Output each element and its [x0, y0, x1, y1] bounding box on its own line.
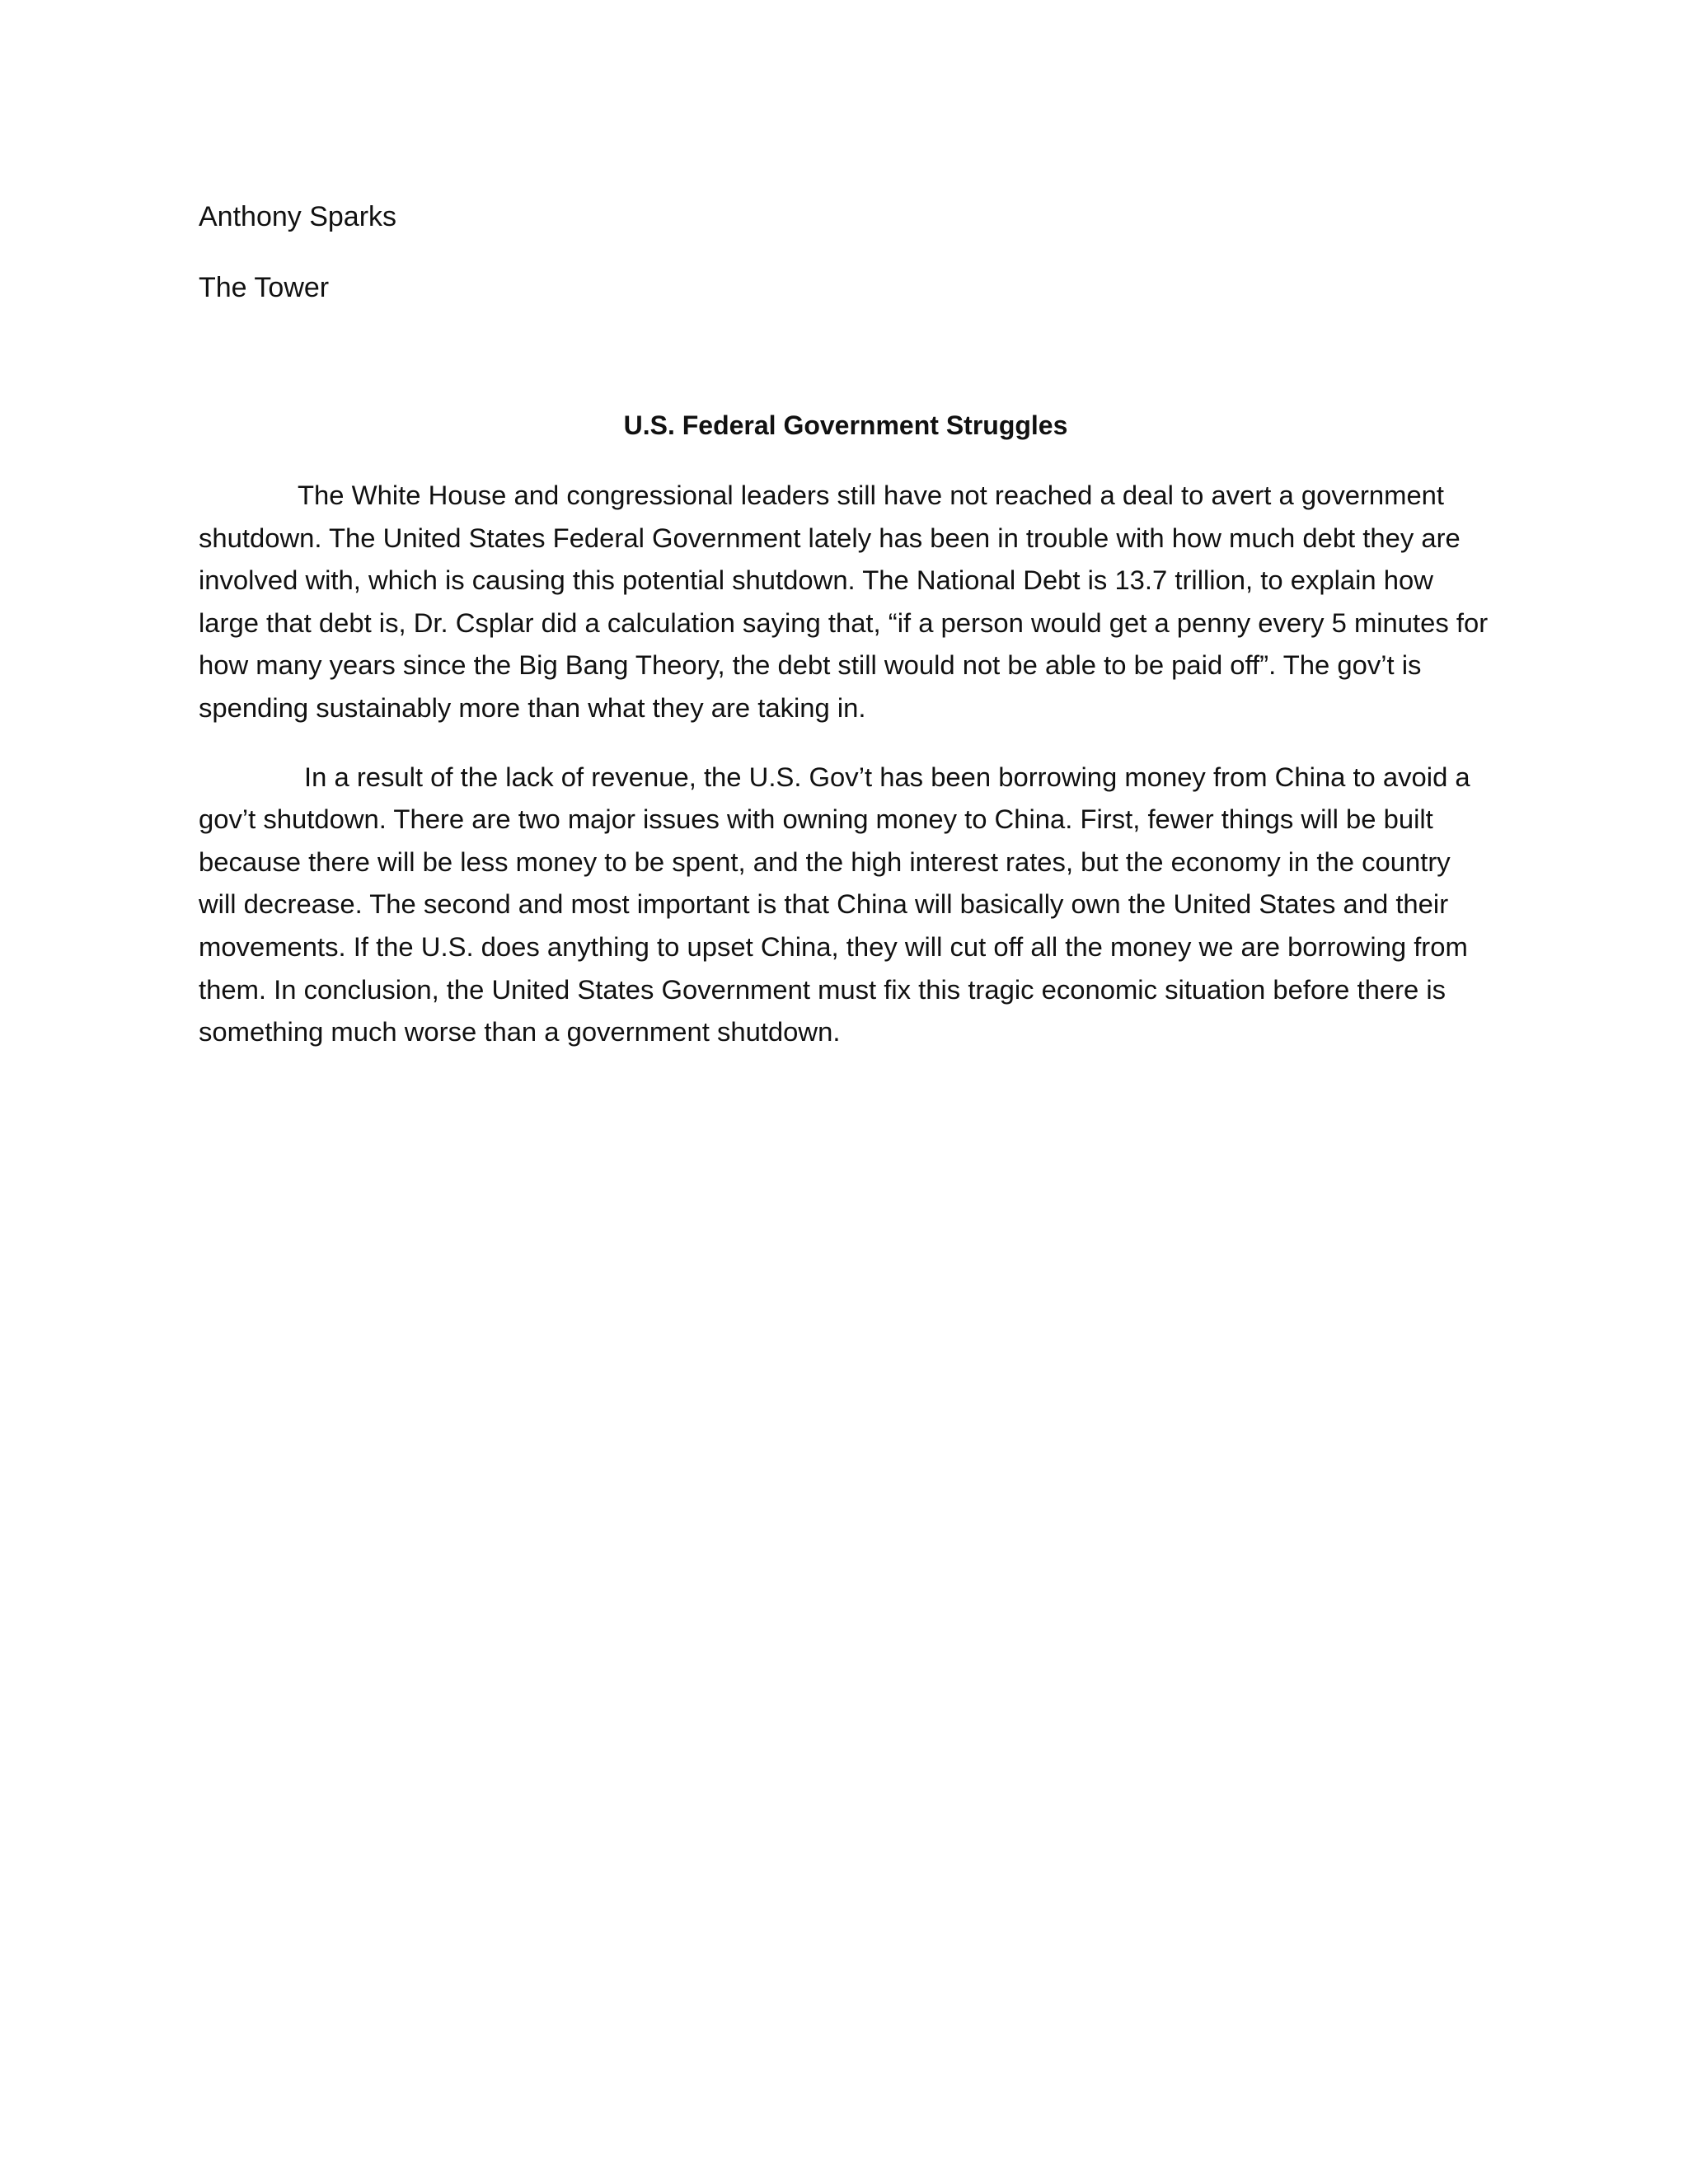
- body-paragraph-1: The White House and congressional leaders still have not reached a deal to avert a government shutdown. The United States Federal Government lately has been in trouble with how much debt they are involved with, which is causing this potential shutdown. The National Debt is 13.7 trillion, to explain how large that debt is, Dr. Csplar did a calculation saying that, “if a person would get a penny every 5 minutes for how many years since the Big Bang Theory, the debt still would not be able to be paid off”. The gov’t is spending sustainably more than what they are taking in.: [199, 480, 1489, 723]
- document-content: [199, 196, 1493, 1053]
- publication-name: The Tower: [199, 272, 330, 303]
- article-title: U.S. Federal Government Struggles: [623, 410, 1068, 440]
- author-name: Anthony Sparks: [199, 201, 397, 232]
- body-paragraph-2: In a result of the lack of revenue, the U.S. Gov’t has been borrowing money from China to avoid a gov’t shutdown. There are two major issues with owning money to China. First, fewer things will be built because there will be less money to be spent, and the high interest rates, but the economy in the country will decrease. The second and most important is that China will basically own the United States and their movements. If the U.S. does anything to upset China, they will cut off all the money we are borrowing from them. In conclusion, the United States Government must fix this tragic economic situation before there is something much worse than a government shutdown.: [199, 761, 1470, 1047]
